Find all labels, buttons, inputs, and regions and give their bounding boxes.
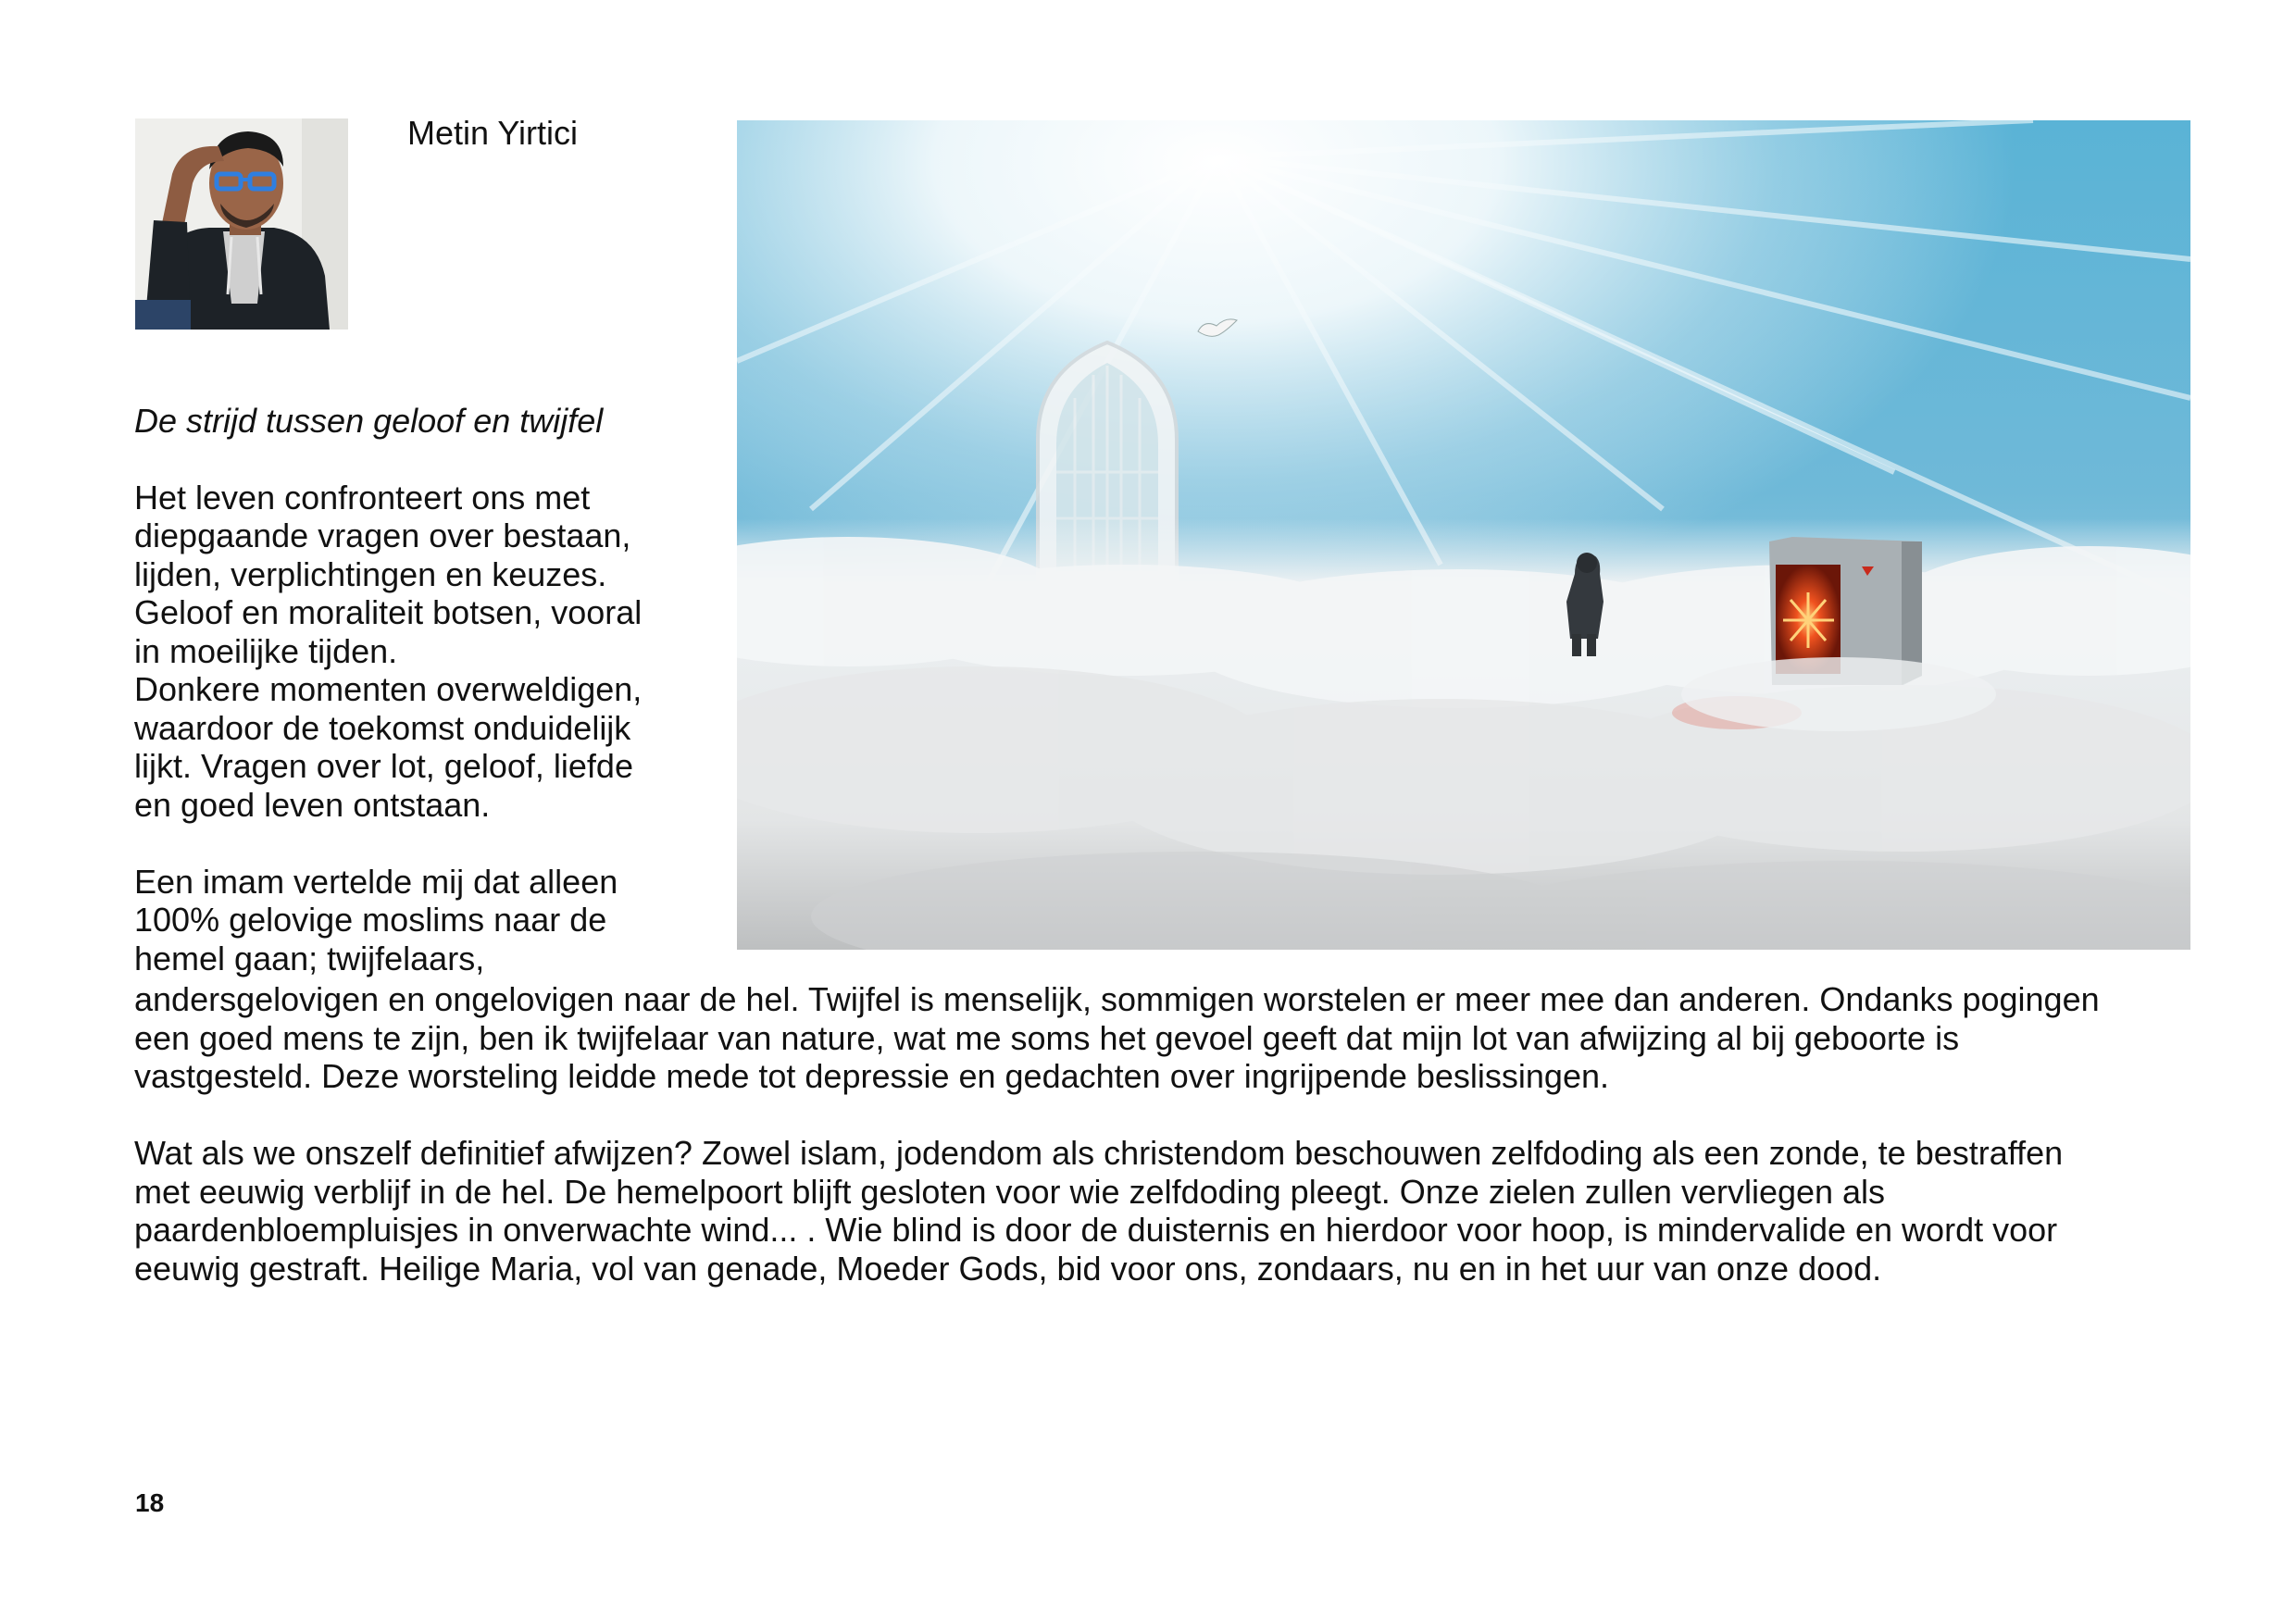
text-line: waardoor de toekomst onduidelijk	[134, 708, 631, 747]
author-photo-icon	[135, 118, 348, 330]
text-line: een goed mens te zijn, ben ik twijfelaar van nature, wat me soms het gevoel geeft dat mijn lot van afwijzing al bij geboorte is	[134, 1018, 1960, 1057]
text-line: eeuwig gestraft. Heilige Maria, vol van genade, Moeder Gods, bid voor ons, zondaars, nu en in het uur van onze dood.	[134, 1249, 1882, 1288]
text-column	[134, 402, 667, 977]
text-line: in moeilijke tijden.	[134, 631, 398, 670]
text-line: en goed leven ontstaan.	[134, 785, 491, 824]
text-full-width	[134, 980, 2208, 1288]
text-line: Een imam vertelde mij dat alleen	[134, 862, 618, 901]
page-number: 18	[135, 1488, 165, 1517]
text-line: lijkt. Vragen over lot, geloof, liefde	[134, 747, 633, 785]
text-line: Wat als we onszelf definitief afwijzen? Zowel islam, jodendom als christendom beschouwen zelfdoding als een zonde, te bestraffen	[134, 1134, 2064, 1172]
text-line: andersgelovigen en ongelovigen naar de hel. Twijfel is menselijk, sommigen worstelen er meer mee dan anderen. Ondanks pogingen	[134, 980, 2100, 1018]
article-title: De strijd tussen geloof en twijfel	[134, 402, 604, 440]
text-line: 100% gelovige moslims naar de	[134, 901, 607, 939]
text-line: paardenbloempluisjes in onverwachte wind... . Wie blind is door de duisternis en hierdoor voor hoop, is mindervalide en wordt voor	[134, 1211, 2058, 1249]
paragraph-2-continued	[134, 980, 2208, 1096]
paragraph-1	[134, 479, 667, 825]
text-line: Donkere momenten overweldigen,	[134, 670, 643, 708]
heaven-clouds-image-icon	[737, 120, 2190, 950]
text-line: Het leven confronteert ons met	[134, 478, 591, 517]
author-portrait	[135, 118, 348, 330]
author-name: Metin Yirtici	[407, 114, 579, 152]
hero-illustration	[737, 120, 2190, 950]
paragraph-2-start	[134, 863, 667, 978]
text-line: vastgesteld. Deze worsteling leidde mede tot depressie en gedachten over ingrijpende beslissingen.	[134, 1057, 1609, 1095]
paragraph-3	[134, 1134, 2208, 1288]
text-line: diepgaande vragen over bestaan,	[134, 517, 631, 554]
text-line: met eeuwig verblijf in de hel. De hemelpoort blijft gesloten voor wie zelfdoding pleegt. Onze zielen zullen vervliegen als	[134, 1172, 1886, 1211]
text-line: hemel gaan; twijfelaars,	[134, 939, 485, 977]
text-line: Geloof en moraliteit botsen, vooral	[134, 593, 643, 631]
text-line: lijden, verplichtingen en keuzes.	[134, 554, 607, 593]
